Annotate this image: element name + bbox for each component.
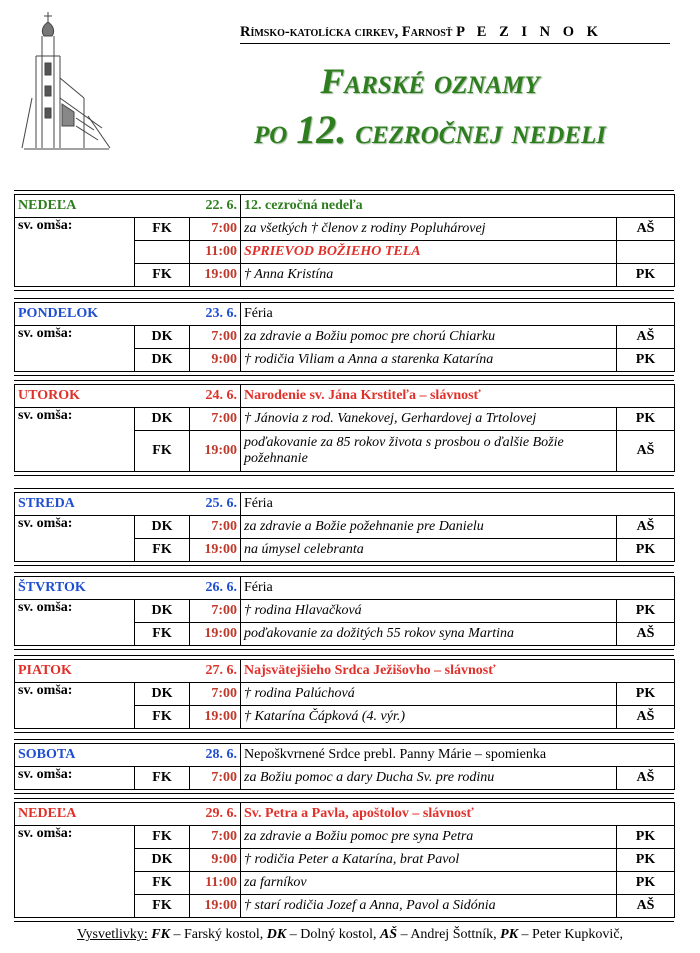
- day-date: 29. 6.: [190, 803, 241, 826]
- day-table: [14, 302, 675, 372]
- mass-time: 7:00: [190, 767, 241, 790]
- mass-church: FK: [135, 895, 190, 918]
- mass-time: 7:00: [190, 326, 241, 349]
- mass-label: sv. omša:: [15, 683, 135, 729]
- mass-intention: † Katarína Čápková (4. výr.): [241, 706, 617, 729]
- mass-church: FK: [135, 218, 190, 241]
- mass-priest: AŠ: [617, 706, 675, 729]
- mass-church: DK: [135, 326, 190, 349]
- mass-intention: za zdravie a Božiu pomoc pre syna Petra: [241, 826, 617, 849]
- mass-row: [15, 767, 675, 790]
- mass-church: FK: [135, 431, 190, 472]
- day-rule-bottom: [14, 732, 674, 733]
- day-rule-bottom: [14, 649, 674, 650]
- day-table: [14, 194, 675, 287]
- day-rule-bottom: [14, 375, 674, 376]
- day-table: [14, 659, 675, 729]
- day-header-row: [15, 385, 675, 408]
- mass-label: sv. omša:: [15, 218, 135, 287]
- day-rule-top: [14, 798, 674, 799]
- title-number: 12.: [296, 107, 347, 152]
- day-rule-bottom: [14, 793, 674, 794]
- mass-priest: AŠ: [617, 895, 675, 918]
- mass-time: 9:00: [190, 349, 241, 372]
- mass-intention: za Božiu pomoc a dary Ducha Sv. pre rodinu: [241, 767, 617, 790]
- legend-fk-text: – Farský kostol,: [173, 927, 264, 942]
- mass-time: 7:00: [190, 516, 241, 539]
- day-feast: Najsvätejšieho Srdca Ježišovho – slávnosť: [241, 660, 675, 683]
- mass-label: sv. omša:: [15, 600, 135, 646]
- mass-church: [135, 241, 190, 264]
- mass-intention: za všetkých † členov z rodiny Popluhárovej: [241, 218, 617, 241]
- day-name: NEDEĽA: [15, 195, 190, 218]
- mass-time: 7:00: [190, 600, 241, 623]
- mass-priest: PK: [617, 872, 675, 895]
- day-rule-bottom: [14, 921, 674, 922]
- day-date: 24. 6.: [190, 385, 241, 408]
- day-header-row: [15, 303, 675, 326]
- mass-priest: PK: [617, 264, 675, 287]
- title-prefix: po: [253, 111, 288, 151]
- mass-priest: PK: [617, 349, 675, 372]
- mass-priest: PK: [617, 539, 675, 562]
- mass-priest: PK: [617, 408, 675, 431]
- mass-church: DK: [135, 683, 190, 706]
- mass-intention: † rodičia Viliam a Anna a starenka Katarína: [241, 349, 617, 372]
- day-rule-bottom: [14, 475, 674, 476]
- parish-underline: [240, 43, 670, 44]
- mass-time: 9:00: [190, 849, 241, 872]
- mass-time: 19:00: [190, 895, 241, 918]
- day-block: [14, 798, 674, 922]
- day-table: [14, 743, 675, 790]
- mass-time: 7:00: [190, 683, 241, 706]
- day-name: NEDEĽA: [15, 803, 190, 826]
- day-rule-top: [14, 488, 674, 489]
- day-name: PIATOK: [15, 660, 190, 683]
- day-rule-top: [14, 190, 674, 191]
- mass-church: DK: [135, 408, 190, 431]
- mass-label: sv. omša:: [15, 326, 135, 372]
- mass-priest: PK: [617, 826, 675, 849]
- mass-priest: [617, 241, 675, 264]
- day-feast: Sv. Petra a Pavla, apoštolov – slávnosť: [241, 803, 675, 826]
- mass-label: sv. omša:: [15, 767, 135, 790]
- parish-town: P E Z I N O K: [456, 24, 603, 40]
- day-table: [14, 576, 675, 646]
- day-table: [14, 802, 675, 918]
- day-feast: Narodenie sv. Jána Krstiteľa – slávnosť: [241, 385, 675, 408]
- mass-time: 7:00: [190, 408, 241, 431]
- mass-church: FK: [135, 623, 190, 646]
- day-feast: 12. cezročná nedeľa: [241, 195, 675, 218]
- mass-intention: za zdravie a Božiu pomoc pre chorú Chiarku: [241, 326, 617, 349]
- mass-time: 19:00: [190, 706, 241, 729]
- day-block: [14, 739, 674, 794]
- day-block: [14, 655, 674, 733]
- mass-time: 19:00: [190, 264, 241, 287]
- mass-intention: † rodina Palúchová: [241, 683, 617, 706]
- legend-as-text: – Andrej Šottník,: [400, 927, 497, 942]
- mass-row: [15, 516, 675, 539]
- mass-time: 11:00: [190, 872, 241, 895]
- legend-fk-abbr: FK: [151, 927, 170, 942]
- mass-church: DK: [135, 516, 190, 539]
- day-header-row: [15, 803, 675, 826]
- mass-time: 19:00: [190, 431, 241, 472]
- mass-church: DK: [135, 600, 190, 623]
- day-name: PONDELOK: [15, 303, 190, 326]
- mass-intention: SPRIEVOD BOŽIEHO TELA: [241, 241, 617, 264]
- mass-time: 7:00: [190, 826, 241, 849]
- day-date: 27. 6.: [190, 660, 241, 683]
- mass-time: 19:00: [190, 623, 241, 646]
- church-tower-logo-icon: [14, 8, 114, 158]
- mass-intention: za farníkov: [241, 872, 617, 895]
- mass-priest: AŠ: [617, 326, 675, 349]
- day-rule-bottom: [14, 565, 674, 566]
- day-rule-top: [14, 380, 674, 381]
- mass-intention: za zdravie a Božie požehnanie pre Danielu: [241, 516, 617, 539]
- day-date: 23. 6.: [190, 303, 241, 326]
- mass-intention: † Jánovia z rod. Vanekovej, Gerhardovej a Trtolovej: [241, 408, 617, 431]
- day-table: [14, 384, 675, 472]
- day-header-row: [15, 195, 675, 218]
- mass-intention: † rodina Hlavačková: [241, 600, 617, 623]
- day-feast: Féria: [241, 577, 675, 600]
- mass-priest: AŠ: [617, 431, 675, 472]
- title-suffix: cezročnej nedeli: [355, 111, 607, 151]
- mass-church: FK: [135, 767, 190, 790]
- day-header-row: [15, 577, 675, 600]
- day-name: SOBOTA: [15, 744, 190, 767]
- mass-intention: poďakovanie za 85 rokov života s prosbou o ďalšie Božie požehnanie: [241, 431, 617, 472]
- mass-church: FK: [135, 706, 190, 729]
- mass-row: [15, 408, 675, 431]
- mass-church: DK: [135, 849, 190, 872]
- mass-intention: poďakovanie za dožitých 55 rokov syna Martina: [241, 623, 617, 646]
- mass-church: FK: [135, 872, 190, 895]
- day-name: ŠTVRTOK: [15, 577, 190, 600]
- mass-row: [15, 218, 675, 241]
- day-feast: Féria: [241, 493, 675, 516]
- mass-priest: AŠ: [617, 218, 675, 241]
- day-rule-top: [14, 655, 674, 656]
- page-title-line1: Farské oznamy: [320, 61, 540, 101]
- legend-as-abbr: AŠ: [379, 927, 398, 942]
- mass-priest: AŠ: [617, 516, 675, 539]
- mass-row: [15, 826, 675, 849]
- mass-church: FK: [135, 826, 190, 849]
- mass-intention: † starí rodičia Jozef a Anna, Pavol a Sidónia: [241, 895, 617, 918]
- mass-intention: † rodičia Peter a Katarína, brat Pavol: [241, 849, 617, 872]
- mass-intention: † Anna Kristína: [241, 264, 617, 287]
- day-date: 22. 6.: [190, 195, 241, 218]
- mass-church: FK: [135, 539, 190, 562]
- day-feast: Nepoškvrnené Srdce prebl. Panny Márie – spomienka: [241, 744, 675, 767]
- mass-church: DK: [135, 349, 190, 372]
- legend-pk-text: – Peter Kupkovič,: [521, 927, 624, 942]
- mass-priest: PK: [617, 849, 675, 872]
- parish-header: [240, 24, 670, 42]
- mass-row: [15, 600, 675, 623]
- mass-time: 19:00: [190, 539, 241, 562]
- day-header-row: [15, 660, 675, 683]
- day-rule-top: [14, 298, 674, 299]
- legend-pk-abbr: PK: [500, 927, 519, 942]
- day-rule-bottom: [14, 290, 674, 291]
- day-table: [14, 492, 675, 562]
- day-block: [14, 380, 674, 476]
- mass-time: 11:00: [190, 241, 241, 264]
- mass-time: 7:00: [190, 218, 241, 241]
- day-feast: Féria: [241, 303, 675, 326]
- day-rule-top: [14, 572, 674, 573]
- mass-row: [15, 326, 675, 349]
- legend-dk-text: – Dolný kostol,: [289, 927, 377, 942]
- day-date: 25. 6.: [190, 493, 241, 516]
- day-header-row: [15, 493, 675, 516]
- mass-label: sv. omša:: [15, 516, 135, 562]
- day-date: 28. 6.: [190, 744, 241, 767]
- day-block: [14, 488, 674, 566]
- day-rule-top: [14, 739, 674, 740]
- mass-church: FK: [135, 264, 190, 287]
- mass-priest: PK: [617, 683, 675, 706]
- day-header-row: [15, 744, 675, 767]
- mass-label: sv. omša:: [15, 408, 135, 472]
- day-name: UTOROK: [15, 385, 190, 408]
- mass-label: sv. omša:: [15, 826, 135, 918]
- mass-intention: na úmysel celebranta: [241, 539, 617, 562]
- mass-row: [15, 683, 675, 706]
- legend-dk-abbr: DK: [266, 927, 287, 942]
- parish-prefix: Rímsko-katolícka cirkev, Farnosť: [240, 24, 453, 40]
- legend-label: Vysvetlivky:: [76, 927, 148, 942]
- page-title-line2: [160, 106, 700, 153]
- mass-priest: AŠ: [617, 623, 675, 646]
- day-block: [14, 572, 674, 650]
- legend: [0, 927, 700, 943]
- mass-priest: AŠ: [617, 767, 675, 790]
- day-date: 26. 6.: [190, 577, 241, 600]
- day-name: STREDA: [15, 493, 190, 516]
- day-block: [14, 298, 674, 376]
- mass-priest: PK: [617, 600, 675, 623]
- day-block: [14, 190, 674, 291]
